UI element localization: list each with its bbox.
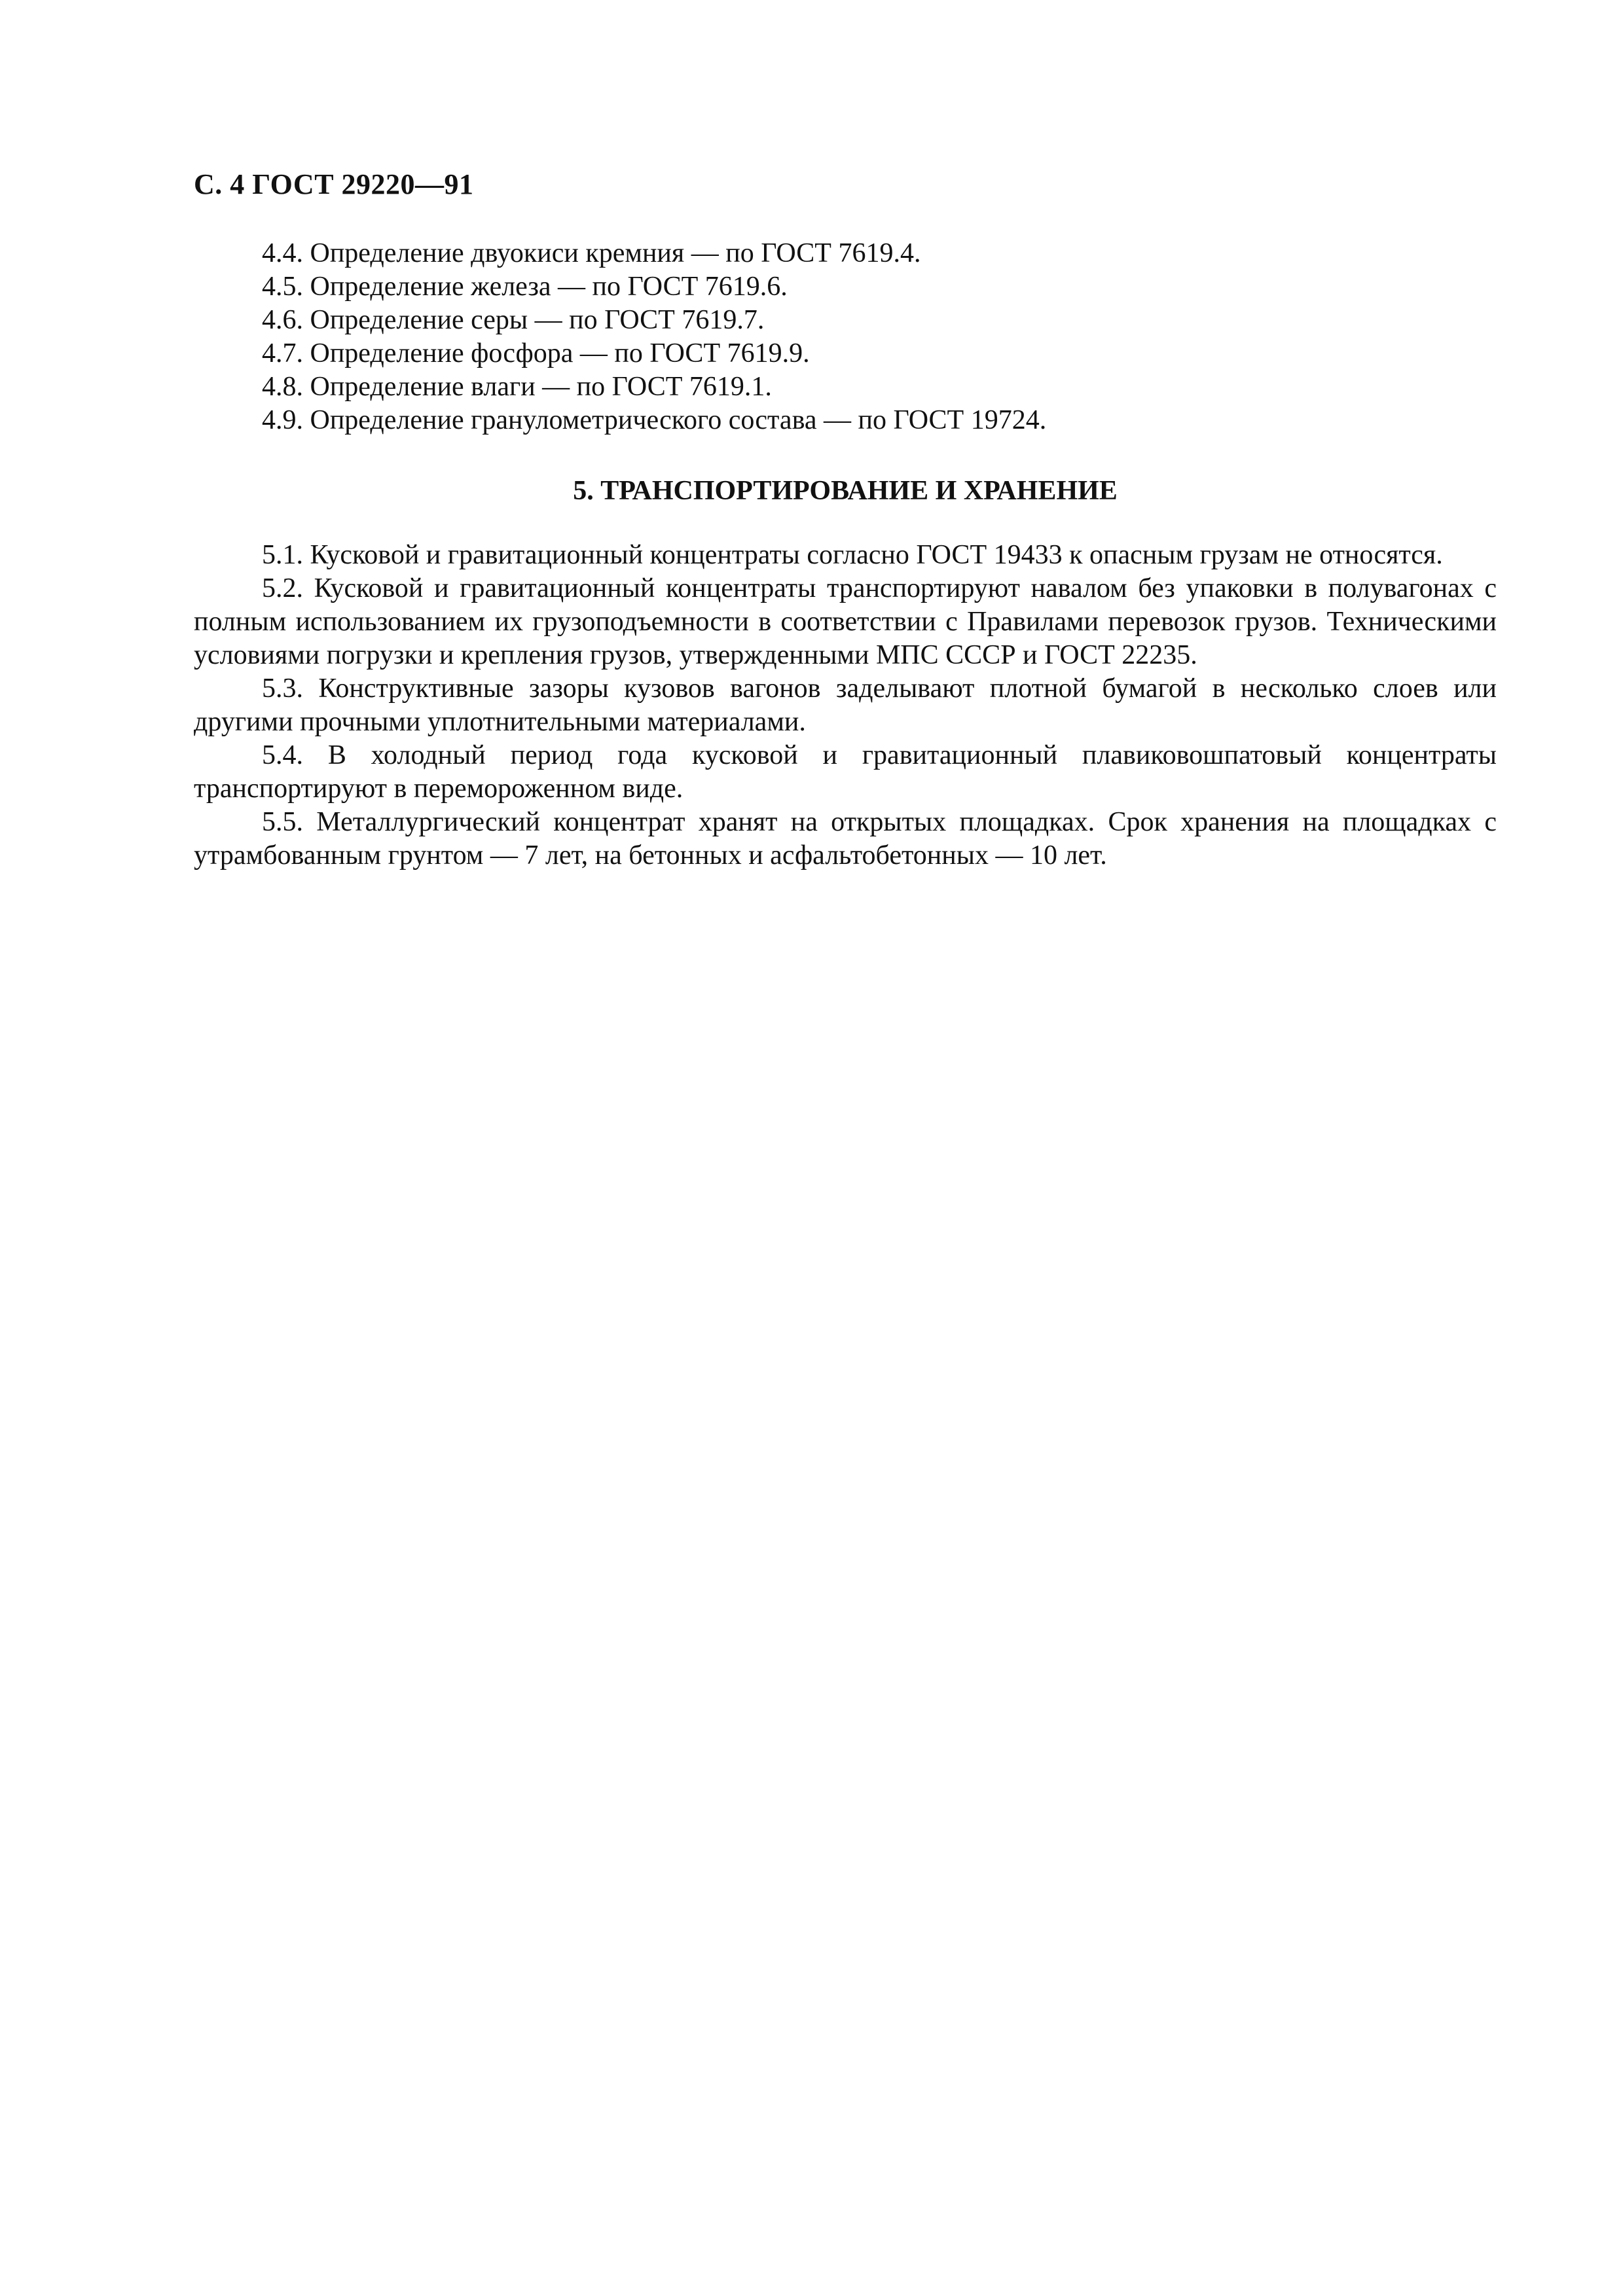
list-item-4-9: 4.9. Определение гранулометрического состава — по ГОСТ 19724.: [262, 405, 1047, 435]
section-4-list: [262, 237, 1046, 437]
list-item-4-6: 4.6. Определение серы — по ГОСТ 7619.7.: [262, 305, 765, 335]
list-item-4-7: 4.7. Определение фосфора — по ГОСТ 7619.9.: [262, 338, 810, 368]
list-item-4-8: 4.8. Определение влаги — по ГОСТ 7619.1.: [262, 372, 772, 402]
section-5-body: [194, 539, 1497, 872]
paragraph-5-2: 5.2. Кусковой и гравитационный концентраты транспортируют навалом без упаковки в полувагонах с полным использованием их грузоподъемности в соответствии с Правилами перевозок грузов. Техническими условиями погрузки и крепления грузов, утвержденными МПС СССР и ГОСТ 22235.: [194, 573, 1497, 670]
paragraph-5-4: 5.4. В холодный период года кусковой и гравитационный плавиковошпатовый концентраты транспортируют в перемороженном виде.: [194, 740, 1497, 804]
paragraph-5-5: 5.5. Металлургический концентрат хранят на открытых площадках. Срок хранения на площадках с утрамбованным грунтом — 7 лет, на бетонных и асфальтобетонных — 10 лет.: [194, 807, 1497, 870]
section-5-title: 5. ТРАНСПОРТИРОВАНИЕ И ХРАНЕНИЕ: [573, 476, 1118, 506]
list-item-4-5: 4.5. Определение железа — по ГОСТ 7619.6.: [262, 272, 788, 302]
paragraph-5-1: 5.1. Кусковой и гравитационный концентраты согласно ГОСТ 19433 к опасным грузам не относятся.: [262, 540, 1443, 570]
paragraph-5-3: 5.3. Конструктивные зазоры кузовов вагонов заделывают плотной бумагой в несколько слоев или другими прочными уплотнительными материалами.: [194, 673, 1497, 737]
list-item-4-4: 4.4. Определение двуокиси кремния — по ГОСТ 7619.4.: [262, 238, 921, 268]
running-header: С. 4 ГОСТ 29220—91: [194, 168, 474, 200]
